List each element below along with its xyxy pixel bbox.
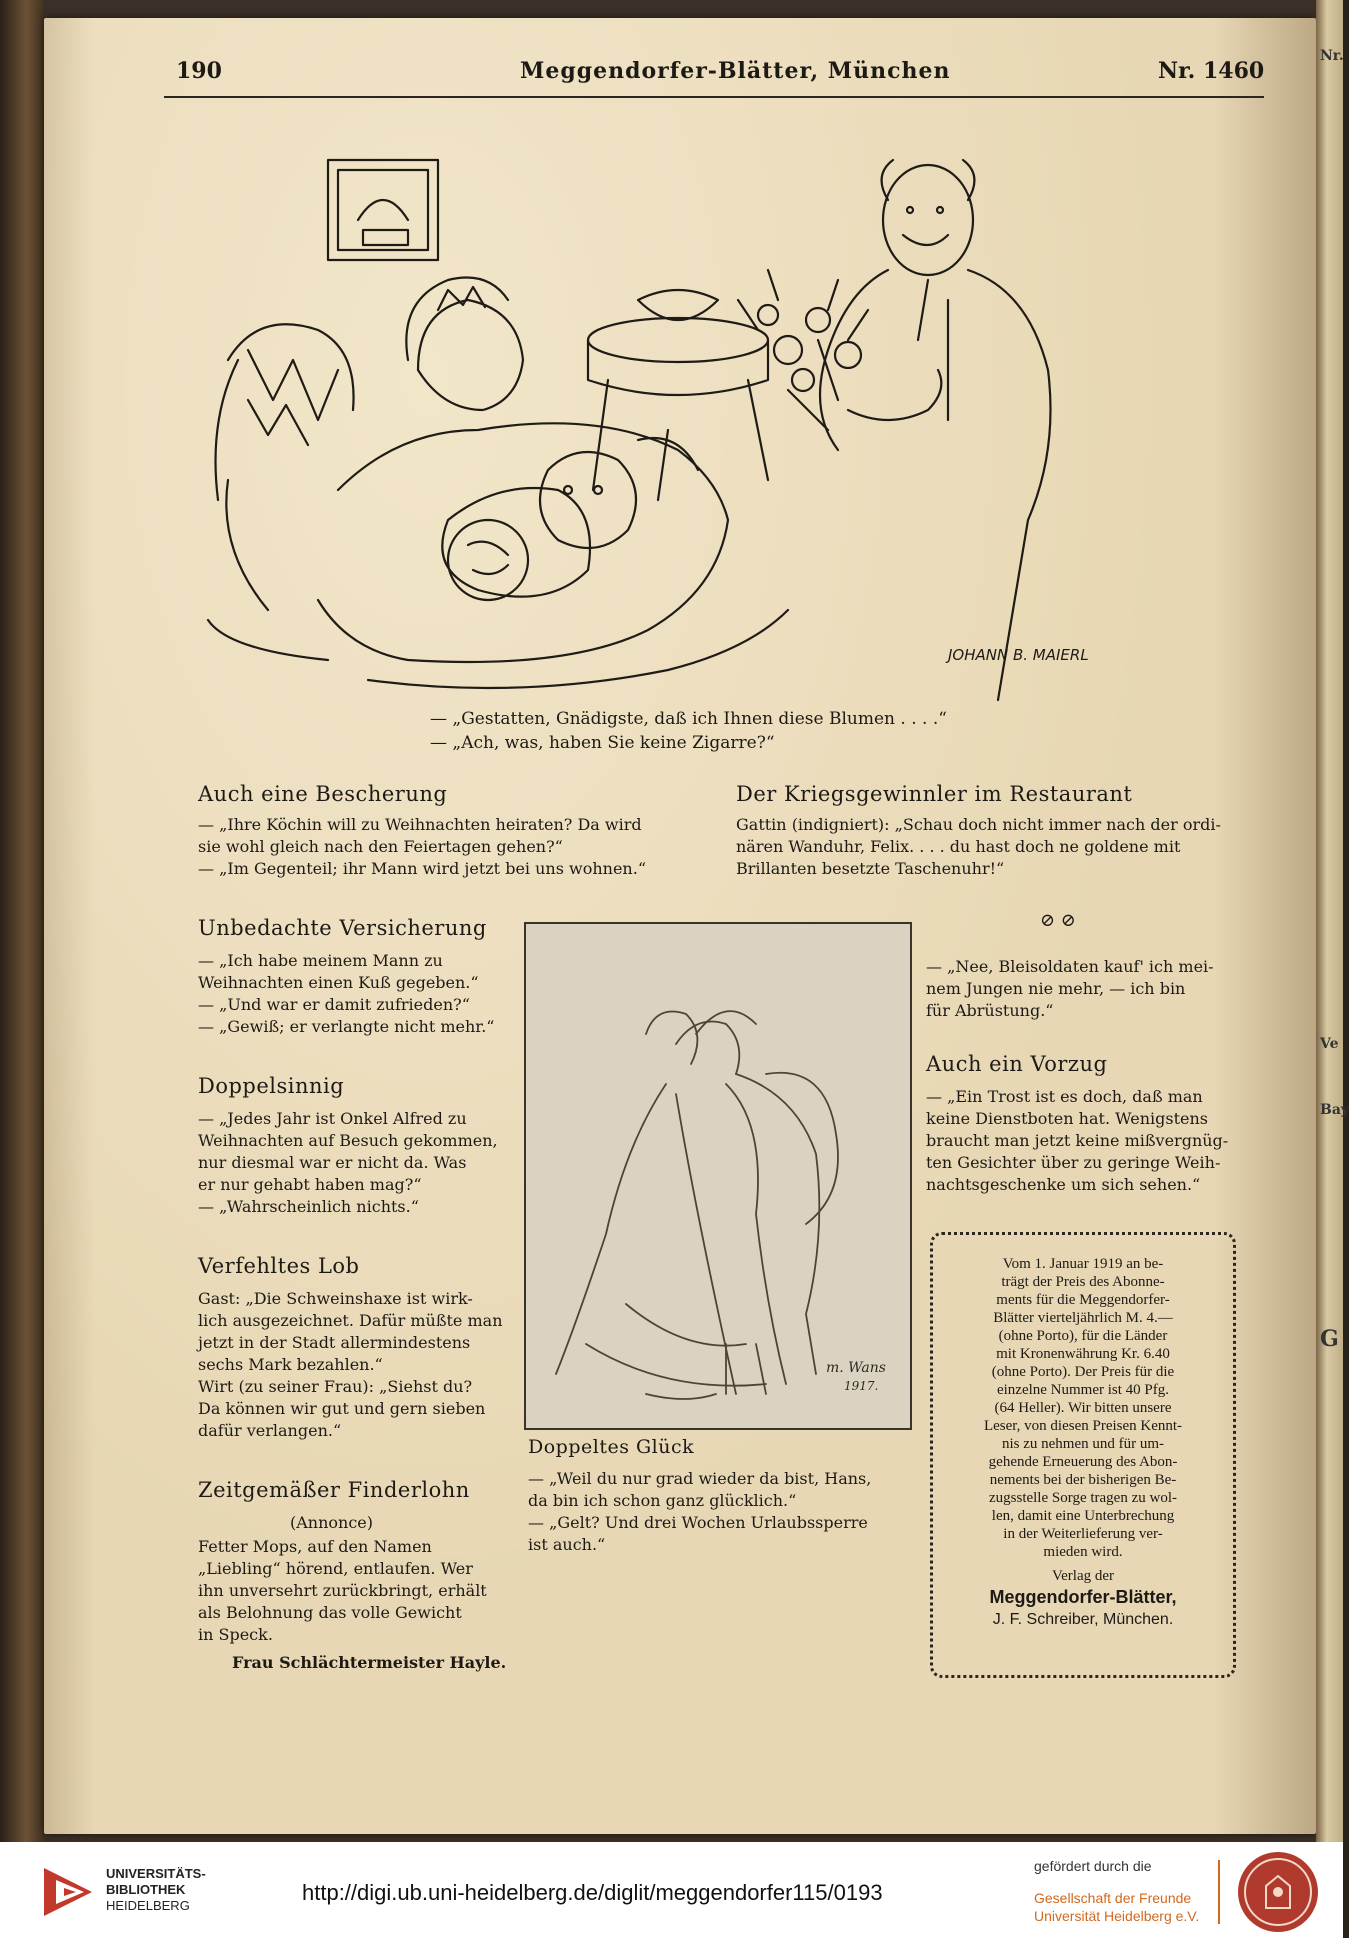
article-line: nur diesmal war er nicht da. Was [198, 1153, 467, 1172]
article-line: lich ausgezeichnet. Dafür müßte man [198, 1311, 503, 1330]
sponsor-divider [1218, 1860, 1220, 1924]
article-line: nären Wanduhr, Felix. . . . du hast doch ne goldene mit [736, 837, 1181, 856]
notice-line: nements bei der bisherigen Be- [989, 1472, 1177, 1488]
article-line: da bin ich schon ganz glücklich.“ [528, 1491, 797, 1510]
article-line: — „Nee, Bleisoldaten kauf' ich mei- [926, 957, 1214, 976]
sponsor-line2: Universität Heidelberg e.V. [1034, 1908, 1200, 1924]
notice-line: (ohne Porto), für die Länder [998, 1328, 1168, 1344]
article-line: Weihnachten auf Besuch gekommen, [198, 1131, 498, 1150]
article-title-lob: Verfehltes Lob [198, 1254, 360, 1278]
next-page-edge [1316, 0, 1343, 1842]
article-title-glueck: Doppeltes Glück [528, 1436, 695, 1458]
article-line: — „Jedes Jahr ist Onkel Alfred zu [198, 1109, 467, 1128]
cartoon-signature: JOHANN B. MAIERL [948, 646, 1089, 664]
publisher-address: J. F. Schreiber, München. [992, 1611, 1174, 1628]
article-line: Brillanten besetzte Taschenuhr!“ [736, 859, 1005, 878]
article-line: — „Und war er damit zufrieden?“ [198, 995, 470, 1014]
library-name-line1: UNIVERSITÄTS- [106, 1866, 206, 1881]
sponsor-label: gefördert durch die [1034, 1858, 1152, 1874]
edge-fragment: G [1320, 1326, 1339, 1352]
article-line: Weihnachten einen Kuß gegeben.“ [198, 973, 479, 992]
article-line: dafür verlangen.“ [198, 1421, 342, 1440]
article-line: — „Gelt? Und drei Wochen Urlaubssperre [528, 1513, 868, 1532]
article-line: als Belohnung das volle Gewicht [198, 1603, 462, 1622]
book-spine [0, 0, 44, 1842]
article-line: — „Wahrscheinlich nichts.“ [198, 1197, 419, 1216]
notice-line: mieden wird. [1043, 1544, 1123, 1560]
article-line: Gast: „Die Schweinshaxe ist wirk- [198, 1289, 473, 1308]
cartoon-caption-line2: — „Ach, was, haben Sie keine Zigarre?“ [430, 733, 775, 753]
article-line: Fetter Mops, auf den Namen [198, 1537, 432, 1556]
notice-line: Blätter vierteljährlich M. 4.— [993, 1310, 1173, 1326]
article-title-finderlohn: Zeitgemäßer Finderlohn [198, 1478, 470, 1502]
article-line: keine Dienstboten hat. Wenigstens [926, 1109, 1209, 1128]
pencil-drawing-soldier [524, 922, 912, 1430]
article-line: ist auch.“ [528, 1535, 606, 1554]
library-name-line2: BIBLIOTHEK [106, 1882, 186, 1897]
issue-number: Nr. 1460 [1158, 58, 1265, 84]
notice-line: (64 Heller). Wir bitten unsere [994, 1400, 1172, 1416]
notice-line: nis zu nehmen und für um- [1001, 1436, 1165, 1452]
article-line: — „Ein Trost ist es doch, daß man [926, 1087, 1203, 1106]
cartoon-caption-line1: — „Gestatten, Gnädigste, daß ich Ihnen diese Blumen . . . .“ [430, 709, 947, 729]
permalink-url[interactable]: http://digi.ub.uni-heidelberg.de/diglit/meggendorfer115/0193 [302, 1880, 883, 1905]
article-title-vorzug: Auch ein Vorzug [926, 1052, 1108, 1076]
notice-line: trägt der Preis des Abonne- [1001, 1274, 1165, 1290]
article-line: nachtsgeschenke um sich sehen.“ [926, 1175, 1201, 1194]
ornament: ⊘ ⊘ [1040, 910, 1076, 931]
article-line: er nur gehabt haben mag?“ [198, 1175, 422, 1194]
notice-line: gehende Erneuerung des Abon- [988, 1454, 1178, 1470]
sponsor-line1: Gesellschaft der Freunde [1034, 1890, 1192, 1906]
article-line: für Abrüstung.“ [926, 1001, 1054, 1020]
article-line: ihn unversehrt zurückbringt, erhält [198, 1581, 487, 1600]
university-seal-icon [1236, 1850, 1320, 1934]
publisher-label: Verlag der [1051, 1568, 1115, 1584]
article-line: ten Gesichter über zu geringe Weih- [926, 1153, 1221, 1172]
article-line: nem Jungen nie mehr, — ich bin [926, 979, 1186, 998]
article-subtitle: (Annonce) [290, 1513, 374, 1532]
drawing-year: 1917. [844, 1379, 879, 1393]
masthead: Meggendorfer-Blätter, München [520, 58, 951, 84]
notice-line: einzelne Nummer ist 40 Pfg. [996, 1382, 1170, 1398]
footer-bar [0, 1842, 1343, 1938]
article-line: sie wohl gleich nach den Feiertagen gehen?“ [198, 837, 563, 856]
library-logo-icon [40, 1864, 96, 1920]
notice-line: Vom 1. Januar 1919 an be- [1002, 1256, 1164, 1272]
article-line: — „Im Gegenteil; ihr Mann wird jetzt bei uns wohnen.“ [198, 859, 646, 878]
article-line: Da können wir gut und gern sieben [198, 1399, 486, 1418]
cartoon-illustration [188, 140, 1089, 720]
edge-fragment: Nr. [1320, 48, 1344, 64]
article-line: sechs Mark bezahlen.“ [198, 1355, 383, 1374]
notice-line: ments für die Meggendorfer- [996, 1292, 1170, 1308]
article-line: „Liebling“ hörend, entlaufen. Wer [198, 1559, 473, 1578]
notice-line: len, damit eine Unterbrechung [991, 1508, 1175, 1524]
header-rule [164, 96, 1264, 98]
notice-line: Leser, von diesen Preisen Kennt- [983, 1418, 1183, 1434]
article-title-versicherung: Unbedachte Versicherung [198, 916, 487, 940]
article-line: — „Ich habe meinem Mann zu [198, 951, 443, 970]
article-signature: Frau Schlächtermeister Hayle. [232, 1653, 507, 1672]
article-line: Gattin (indigniert): „Schau doch nicht immer nach der ordi- [736, 815, 1221, 834]
article-line: in Speck. [198, 1625, 273, 1644]
article-line: — „Weil du nur grad wieder da bist, Hans, [528, 1469, 872, 1488]
notice-line: (ohne Porto). Der Preis für die [991, 1364, 1175, 1380]
edge-fragment: Bay [1320, 1102, 1349, 1118]
library-name-line3: HEIDELBERG [106, 1898, 190, 1913]
article-title-kriegsgewinnler: Der Kriegsgewinnler im Restaurant [736, 782, 1133, 806]
page-number: 190 [176, 58, 222, 84]
notice-line: mit Kronenwährung Kr. 6.40 [996, 1346, 1170, 1362]
publisher-name: Meggendorfer-Blätter, [989, 1587, 1177, 1607]
article-title-bescherung: Auch eine Bescherung [198, 782, 448, 806]
drawing-signature: m. Wans [826, 1360, 886, 1376]
edge-fragment: Ve [1320, 1036, 1339, 1052]
article-line: braucht man jetzt keine mißvergnüg- [926, 1131, 1229, 1150]
article-title-doppelsinnig: Doppelsinnig [198, 1074, 345, 1098]
article-line: — „Gewiß; er verlangte nicht mehr.“ [198, 1017, 495, 1036]
subscription-notice [930, 1232, 1236, 1678]
article-line: — „Ihre Köchin will zu Weihnachten heiraten? Da wird [198, 815, 642, 834]
article-line: Wirt (zu seiner Frau): „Siehst du? [198, 1377, 473, 1396]
notice-line: in der Weiterlieferung ver- [1003, 1526, 1163, 1542]
notice-line: zugsstelle Sorge tragen zu wol- [988, 1490, 1177, 1506]
article-line: jetzt in der Stadt allermindestens [198, 1333, 471, 1352]
